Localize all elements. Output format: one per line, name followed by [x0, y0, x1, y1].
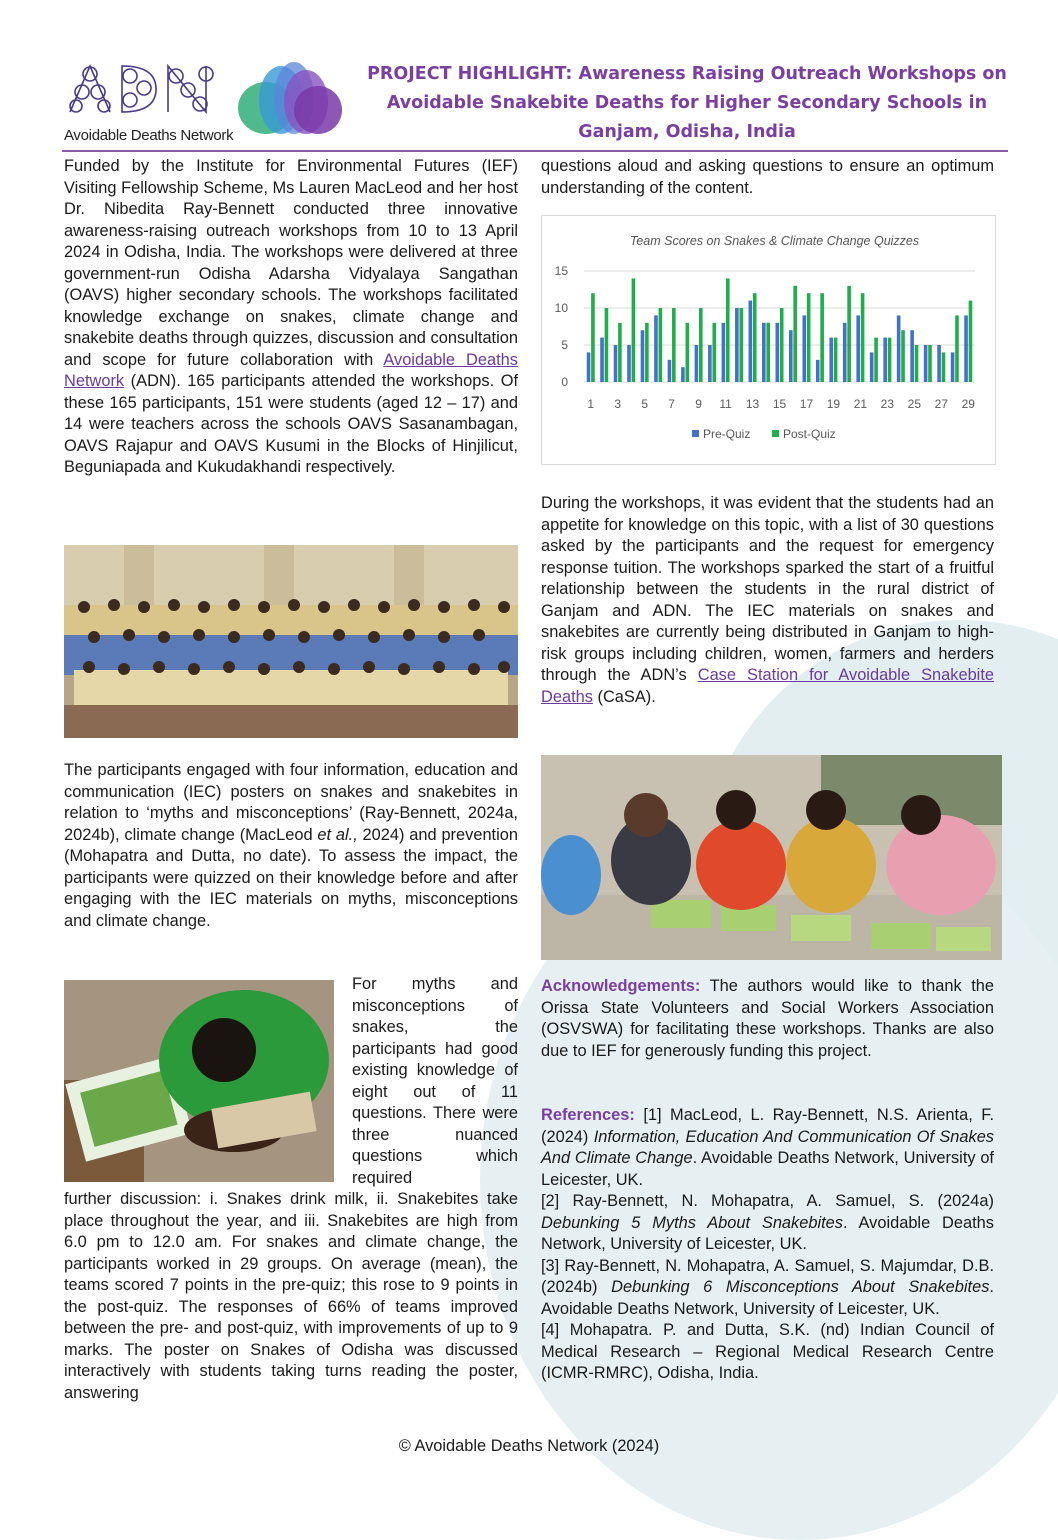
bar-post-quiz [969, 301, 973, 382]
page-title: PROJECT HIGHLIGHT: Awareness Raising Outreach Workshops on Avoidable Snakebite Deaths for Higher Secondary Schools in Ganjam, Odisha, India [367, 64, 1007, 142]
legend-swatch [692, 430, 699, 437]
intro-text: Funded by the Institute for Environmental Futures (IEF) Visiting Fellowship Scheme, Ms Lauren MacLeod and her host Dr. Nibedita Ray-Bennett conducted three innovative awareness-raising outreach workshops from 10 to 13 April 2024 in Odisha, India. The workshops were delivered at three government-run Odisha Adarsha Vidyalaya Sangathan (OAVS) higher secondary schools. The workshops facilitated knowledge exchange on snakes, climate change and snakebite deaths through quizzes, discussion and consultation and scope for future collaboration with [64, 157, 518, 369]
bar-post-quiz [726, 278, 730, 382]
bar-post-quiz [618, 323, 622, 382]
logo-caption: Avoidable Deaths Network [64, 127, 234, 144]
acknowledgements-paragraph [541, 976, 994, 1062]
bar-pre-quiz [668, 360, 672, 382]
reference-2-source: . Avoidable Deaths Network, University of Leicester, UK. [541, 1213, 994, 1253]
x-tick-label: 25 [907, 397, 922, 411]
x-tick-label: 3 [614, 397, 622, 411]
chart-title: Team Scores on Snakes & Climate Change Quizzes [629, 234, 920, 248]
reference-2-title: Debunking 5 Myths About Snakebites [541, 1213, 843, 1232]
reference-2: [2] Ray-Bennett, N. Mohapatra, A. Samuel, S. (2024a) [541, 1192, 994, 1210]
myths-paragraph [352, 974, 518, 1189]
bar-pre-quiz [870, 352, 874, 382]
bar-pre-quiz [843, 323, 847, 382]
bar-post-quiz [942, 352, 946, 382]
x-tick-label: 21 [853, 397, 868, 411]
y-tick-label: 5 [561, 338, 568, 352]
reference-1-title: Information, Education And Communication Of Snakes And Climate Change [541, 1127, 995, 1167]
bar-post-quiz [645, 323, 649, 382]
bar-pre-quiz [587, 352, 591, 382]
bar-pre-quiz [897, 315, 901, 382]
references-heading: References: [541, 1106, 635, 1124]
bar-pre-quiz [829, 338, 833, 382]
chart-svg [542, 216, 995, 464]
lotus-logo-icon [236, 58, 346, 138]
bar-pre-quiz [708, 345, 712, 382]
workshops-text-cont: (CaSA). [592, 687, 656, 706]
reference-3-source: . Avoidable Deaths Network, University of Leicester, UK. [541, 1278, 994, 1318]
bar-pre-quiz [802, 315, 806, 382]
quiz-scores-chart [541, 215, 996, 465]
x-tick-label: 5 [641, 397, 649, 411]
bar-pre-quiz [654, 315, 658, 382]
bar-pre-quiz [762, 323, 766, 382]
x-tick-label: 11 [719, 397, 732, 411]
casa-link[interactable]: Case Station for Avoidable Snakebite Deaths [541, 666, 994, 706]
bar-pre-quiz [735, 308, 739, 382]
y-tick-label: 0 [561, 375, 568, 389]
bar-pre-quiz [789, 330, 793, 382]
bar-pre-quiz [776, 323, 780, 382]
right-column-continued-text [541, 156, 994, 199]
header-divider [62, 150, 1008, 152]
x-tick-label: 13 [745, 397, 760, 411]
bar-post-quiz [659, 308, 663, 382]
participants-text: The participants engaged with four information, education and communication (IEC) posters on snakes and snakebites in relation to ‘myths and misconceptions’ (Ray-Bennett, 2024a, 2024b), climate change (MacLeod [64, 761, 518, 844]
bar-pre-quiz [722, 323, 726, 382]
intro-text-cont: (ADN). 165 participants attended the workshops. Of these 165 participants, 151 were students (aged 12 – 17) and 14 were teachers across the schools OAVS Sasanambagan, OAVS Rajapur and OAVS Kusumi in the Blocks of Hinjilicut, Beguniapada and Kukudakhandi respectively. [64, 372, 518, 476]
adn-logo [64, 60, 234, 144]
bar-pre-quiz [600, 338, 604, 382]
y-tick-label: 10 [554, 301, 568, 315]
student-quiz-photo [64, 980, 334, 1182]
x-tick-label: 1 [587, 397, 595, 411]
bar-post-quiz [955, 315, 959, 382]
x-tick-label: 17 [799, 397, 814, 411]
intro-paragraph [64, 156, 518, 479]
bar-pre-quiz [856, 315, 860, 382]
bar-pre-quiz [695, 345, 699, 382]
participants-paragraph [64, 760, 518, 932]
bar-post-quiz [928, 345, 932, 382]
bar-post-quiz [793, 286, 797, 382]
reference-3: [3] Ray-Bennett, N. Mohapatra, A. Samuel, S. Majumdar, D.B. (2024b) [541, 1256, 994, 1296]
bar-post-quiz [686, 323, 690, 382]
group-photo [64, 545, 518, 738]
bar-post-quiz [672, 308, 676, 382]
bar-post-quiz [591, 293, 595, 382]
participants-text-cont: 2024) and prevention (Mohapatra and Dutta, no date). To assess the impact, the participants were quizzed on their knowledge before and after engaging with the IEC materials on myths, misconceptions and climate change. [64, 825, 518, 930]
legend-label: Pre-Quiz [703, 427, 751, 441]
bar-post-quiz [915, 345, 919, 382]
bar-post-quiz [847, 286, 851, 382]
bar-post-quiz [753, 293, 757, 382]
bar-pre-quiz [910, 330, 914, 382]
bar-pre-quiz [951, 352, 955, 382]
continued-text: questions aloud and asking questions to ensure an optimum understanding of the content. [541, 157, 994, 197]
acknowledgements-heading: Acknowledgements: [541, 977, 701, 995]
bar-post-quiz [712, 323, 716, 382]
bar-post-quiz [632, 278, 636, 382]
bar-post-quiz [874, 338, 878, 382]
reference-1-source: . Avoidable Deaths Network, University of Leicester, UK. [541, 1149, 994, 1189]
bar-post-quiz [820, 293, 824, 382]
x-tick-label: 7 [668, 397, 675, 411]
x-tick-label: 27 [934, 397, 948, 411]
bar-post-quiz [861, 293, 865, 382]
reference-3-title: Debunking 6 Misconceptions About Snakebites [611, 1278, 990, 1296]
bar-post-quiz [807, 293, 811, 382]
workshops-paragraph [541, 493, 994, 708]
bar-pre-quiz [641, 330, 645, 382]
bar-pre-quiz [627, 345, 631, 382]
bar-pre-quiz [937, 345, 941, 382]
legend-swatch [772, 430, 779, 437]
bar-post-quiz [699, 308, 703, 382]
bar-pre-quiz [749, 301, 753, 382]
myths-text-cont: further discussion: i. Snakes drink milk, ii. Snakebites take place throughout the year, and iii. Snakebites are high from 6.0 pm to 12.0 am. For snakes and climate change, the participants worked in 29 groups. On average (mean), the teams scored 7 points in the pre-quiz; this rose to 9 points in the post-quiz. The responses of 66% of teams improved between the pre- and post-quiz, with improvements of up to 9 marks. The poster on Snakes of Odisha was discussed interactively with students taking turns reading the poster, answering [64, 1190, 518, 1402]
reference-1: [1] MacLeod, L. Ray-Bennett, N.S. Arienta, F. (2024) [541, 1106, 994, 1146]
x-tick-label: 19 [826, 397, 841, 411]
reference-4: [4] Mohapatra. P. and Dutta, S.K. (nd) Indian Council of Medical Research – Regional Medical Research Centre (ICMR-RMRC), Odisha, India. [541, 1321, 994, 1382]
x-tick-label: 23 [880, 397, 895, 411]
adn-link[interactable]: Avoidable Deaths Network [64, 350, 518, 390]
bar-post-quiz [739, 308, 743, 382]
x-tick-label: 15 [772, 397, 787, 411]
et-al-text: et al., [317, 825, 358, 844]
myths-text: For myths and misconceptions of snakes, the participants had good existing knowledge of eight out of 11 questions. There were three nuanced questions which required [352, 975, 518, 1187]
adn-logo-mark [64, 60, 234, 120]
bar-post-quiz [605, 308, 609, 382]
bar-post-quiz [888, 338, 892, 382]
bar-pre-quiz [816, 360, 820, 382]
y-tick-label: 15 [554, 264, 568, 278]
bar-post-quiz [901, 330, 905, 382]
bar-pre-quiz [681, 367, 685, 382]
bar-post-quiz [780, 308, 784, 382]
bar-pre-quiz [614, 345, 618, 382]
myths-paragraph-continued [64, 1189, 518, 1404]
acknowledgements-text: The authors would like to thank the Orissa State Volunteers and Social Workers Association (OSVSWA) for facilitating these workshops. Thanks are also due to IEF for generously funding this project. [541, 977, 994, 1060]
x-tick-label: 9 [695, 397, 702, 411]
bar-pre-quiz [924, 345, 928, 382]
bar-pre-quiz [883, 338, 887, 382]
workshops-text: During the workshops, it was evident that the students had an appetite for knowledge on this topic, with a list of 30 questions asked by the participants and the request for emergency response tuition. The workshops sparked the start of a fruitful relationship between the students in the rural district of Ganjam and ADN. The IEC materials on snakes and snakebites are currently being distributed in Ganjam to high-risk groups including children, women, farmers and herders through the ADN’s [541, 494, 994, 684]
women-workshop-photo [541, 755, 1002, 960]
bar-post-quiz [766, 323, 770, 382]
references-section [541, 1105, 994, 1385]
legend-label: Post-Quiz [783, 427, 836, 441]
bar-post-quiz [834, 338, 838, 382]
footer-copyright: © Avoidable Deaths Network (2024) [398, 1437, 660, 1455]
x-tick-label: 29 [961, 397, 975, 411]
bar-pre-quiz [964, 315, 968, 382]
